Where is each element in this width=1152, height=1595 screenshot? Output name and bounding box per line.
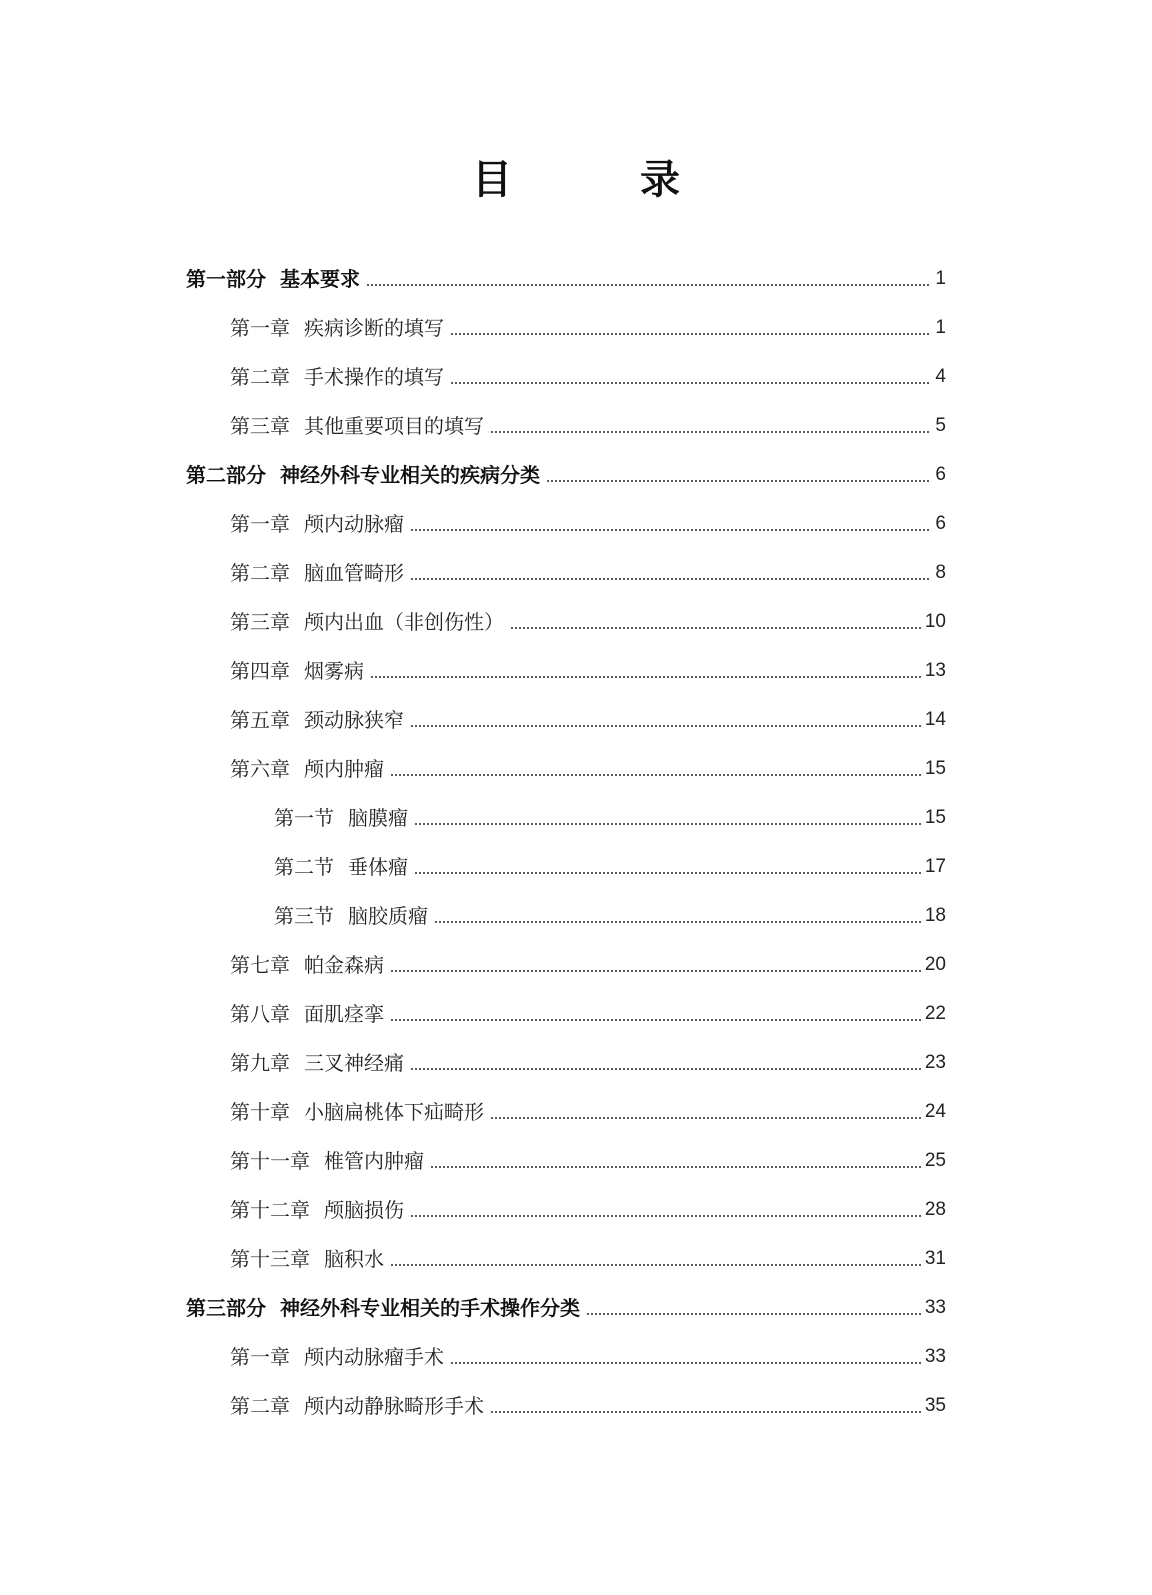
- dot-leader: [366, 284, 931, 286]
- toc-entry[interactable]: [186, 638, 946, 687]
- toc-entry-text: 颅内肿瘤: [304, 757, 384, 781]
- toc-entry[interactable]: [186, 246, 946, 295]
- toc-entry-label: [230, 1194, 404, 1226]
- toc-entry[interactable]: [186, 344, 946, 393]
- toc-entry-label: [230, 1145, 424, 1177]
- toc-entry-page-number: 18: [924, 905, 946, 926]
- toc-entry-number: 第一节: [274, 806, 334, 830]
- toc-entry[interactable]: [186, 1030, 946, 1079]
- toc-entry-page-number: 10: [924, 611, 946, 632]
- page-title: 目 录: [472, 156, 724, 203]
- toc-entry-number: 第二章: [230, 365, 290, 389]
- toc-entry-number: 第十一章: [230, 1149, 310, 1173]
- toc-entry-text: 垂体瘤: [348, 855, 408, 879]
- dot-leader: [410, 578, 931, 580]
- toc-entry-number: 第一章: [230, 316, 290, 340]
- dot-leader: [434, 921, 921, 923]
- toc-entry-number: 第三章: [230, 610, 290, 634]
- toc-entry-text: 疾病诊断的填写: [304, 316, 444, 340]
- toc-entry-number: 第一章: [230, 1345, 290, 1369]
- dot-leader: [390, 774, 921, 776]
- table-of-contents: [186, 246, 946, 1422]
- toc-entry-label: [230, 704, 404, 736]
- toc-entry-text: 基本要求: [280, 267, 360, 291]
- toc-entry[interactable]: [186, 540, 946, 589]
- toc-entry-page-number: 22: [924, 1003, 946, 1024]
- toc-entry-number: 第三章: [230, 414, 290, 438]
- toc-entry-text: 帕金森病: [304, 953, 384, 977]
- toc-entry-text: 椎管内肿瘤: [324, 1149, 424, 1173]
- toc-entry[interactable]: [186, 932, 946, 981]
- toc-entry[interactable]: [186, 1226, 946, 1275]
- toc-entry-page-number: 6: [935, 464, 946, 485]
- toc-entry-number: 第七章: [230, 953, 290, 977]
- toc-entry-page-number: 33: [924, 1346, 946, 1367]
- toc-entry-label: [230, 557, 404, 589]
- dot-leader: [586, 1313, 921, 1315]
- dot-leader: [414, 823, 921, 825]
- dot-leader: [370, 676, 921, 678]
- toc-entry-number: 第二章: [230, 561, 290, 585]
- toc-entry[interactable]: [186, 883, 946, 932]
- toc-entry-number: 第二节: [274, 855, 334, 879]
- toc-entry-text: 面肌痉挛: [304, 1002, 384, 1026]
- toc-entry-page-number: 15: [924, 807, 946, 828]
- toc-entry-number: 第二部分: [186, 463, 266, 487]
- toc-entry-text: 颅内动静脉畸形手术: [304, 1394, 484, 1418]
- toc-entry-label: [230, 998, 384, 1030]
- toc-entry-label: [230, 361, 444, 393]
- toc-entry-number: 第四章: [230, 659, 290, 683]
- toc-entry-text: 三叉神经痛: [304, 1051, 404, 1075]
- toc-entry-number: 第三节: [274, 904, 334, 928]
- toc-entry-number: 第五章: [230, 708, 290, 732]
- toc-entry-label: [274, 900, 428, 932]
- dot-leader: [510, 627, 921, 629]
- toc-entry[interactable]: [186, 1275, 946, 1324]
- toc-entry-text: 神经外科专业相关的手术操作分类: [280, 1296, 580, 1320]
- dot-leader: [410, 529, 931, 531]
- toc-entry-label: [230, 753, 384, 785]
- toc-entry-page-number: 5: [935, 415, 946, 436]
- toc-entry[interactable]: [186, 981, 946, 1030]
- toc-entry-label: [230, 1096, 484, 1128]
- toc-entry-label: [230, 1341, 444, 1373]
- toc-entry-number: 第十章: [230, 1100, 290, 1124]
- dot-leader: [390, 1019, 921, 1021]
- toc-entry[interactable]: [186, 687, 946, 736]
- toc-entry-number: 第八章: [230, 1002, 290, 1026]
- toc-entry-page-number: 4: [935, 366, 946, 387]
- dot-leader: [390, 1264, 921, 1266]
- toc-entry-label: [230, 949, 384, 981]
- dot-leader: [490, 1117, 921, 1119]
- toc-entry-page-number: 14: [924, 709, 946, 730]
- toc-entry-page-number: 6: [935, 513, 946, 534]
- toc-entry-text: 颅内出血（非创伤性）: [304, 610, 504, 634]
- toc-entry-number: 第一部分: [186, 267, 266, 291]
- toc-entry-page-number: 23: [924, 1052, 946, 1073]
- toc-entry-text: 手术操作的填写: [304, 365, 444, 389]
- toc-entry-page-number: 1: [935, 317, 946, 338]
- toc-entry-text: 小脑扁桃体下疝畸形: [304, 1100, 484, 1124]
- dot-leader: [490, 1411, 921, 1413]
- toc-entry-label: [274, 802, 408, 834]
- toc-entry[interactable]: [186, 1324, 946, 1373]
- toc-entry-number: 第六章: [230, 757, 290, 781]
- toc-entry-label: [230, 508, 404, 540]
- toc-entry-page-number: 15: [924, 758, 946, 779]
- toc-entry-text: 颅内动脉瘤手术: [304, 1345, 444, 1369]
- toc-entry-number: 第九章: [230, 1051, 290, 1075]
- toc-entry[interactable]: [186, 736, 946, 785]
- toc-entry-page-number: 17: [924, 856, 946, 877]
- dot-leader: [450, 382, 931, 384]
- toc-entry-label: [230, 1047, 404, 1079]
- toc-entry[interactable]: [186, 295, 946, 344]
- toc-entry[interactable]: [186, 1079, 946, 1128]
- toc-entry-label: [186, 459, 540, 491]
- toc-entry-label: [230, 1243, 384, 1275]
- toc-entry[interactable]: [186, 1373, 946, 1422]
- toc-entry-page-number: 8: [935, 562, 946, 583]
- toc-entry[interactable]: [186, 589, 946, 638]
- toc-entry-number: 第一章: [230, 512, 290, 536]
- dot-leader: [390, 970, 921, 972]
- toc-entry-label: [186, 1292, 580, 1324]
- toc-entry-label: [230, 410, 484, 442]
- toc-entry[interactable]: [186, 442, 946, 491]
- dot-leader: [546, 480, 931, 482]
- dot-leader: [414, 872, 921, 874]
- toc-entry-label: [230, 655, 364, 687]
- toc-entry-text: 脑积水: [324, 1247, 384, 1271]
- toc-entry[interactable]: [186, 491, 946, 540]
- dot-leader: [490, 431, 931, 433]
- toc-entry-text: 脑血管畸形: [304, 561, 404, 585]
- dot-leader: [410, 1215, 921, 1217]
- toc-entry-text: 神经外科专业相关的疾病分类: [280, 463, 540, 487]
- toc-entry-label: [230, 312, 444, 344]
- toc-entry-page-number: 25: [924, 1150, 946, 1171]
- dot-leader: [410, 1068, 921, 1070]
- toc-entry-text: 脑膜瘤: [348, 806, 408, 830]
- toc-entry-label: [230, 1390, 484, 1422]
- toc-entry-page-number: 35: [924, 1395, 946, 1416]
- toc-entry-text: 烟雾病: [304, 659, 364, 683]
- toc-entry-page-number: 13: [924, 660, 946, 681]
- dot-leader: [450, 333, 931, 335]
- toc-entry-page-number: 1: [935, 268, 946, 289]
- toc-entry[interactable]: [186, 1177, 946, 1226]
- dot-leader: [410, 725, 921, 727]
- toc-entry[interactable]: [186, 1128, 946, 1177]
- toc-entry-label: [230, 606, 504, 638]
- toc-entry-page-number: 31: [924, 1248, 946, 1269]
- toc-entry[interactable]: [186, 393, 946, 442]
- toc-entry-text: 颅脑损伤: [324, 1198, 404, 1222]
- toc-entry-number: 第十三章: [230, 1247, 310, 1271]
- toc-entry-text: 颈动脉狭窄: [304, 708, 404, 732]
- toc-entry-label: [274, 851, 408, 883]
- toc-entry-number: 第十二章: [230, 1198, 310, 1222]
- toc-entry-page-number: 33: [924, 1297, 946, 1318]
- toc-entry-page-number: 24: [924, 1101, 946, 1122]
- dot-leader: [430, 1166, 921, 1168]
- toc-entry-page-number: 28: [924, 1199, 946, 1220]
- toc-entry-number: 第二章: [230, 1394, 290, 1418]
- toc-entry-text: 颅内动脉瘤: [304, 512, 404, 536]
- toc-entry-number: 第三部分: [186, 1296, 266, 1320]
- toc-entry-text: 脑胶质瘤: [348, 904, 428, 928]
- toc-entry-page-number: 20: [924, 954, 946, 975]
- toc-entry[interactable]: [186, 834, 946, 883]
- toc-entry-text: 其他重要项目的填写: [304, 414, 484, 438]
- toc-entry[interactable]: [186, 785, 946, 834]
- toc-entry-label: [186, 263, 360, 295]
- dot-leader: [450, 1362, 921, 1364]
